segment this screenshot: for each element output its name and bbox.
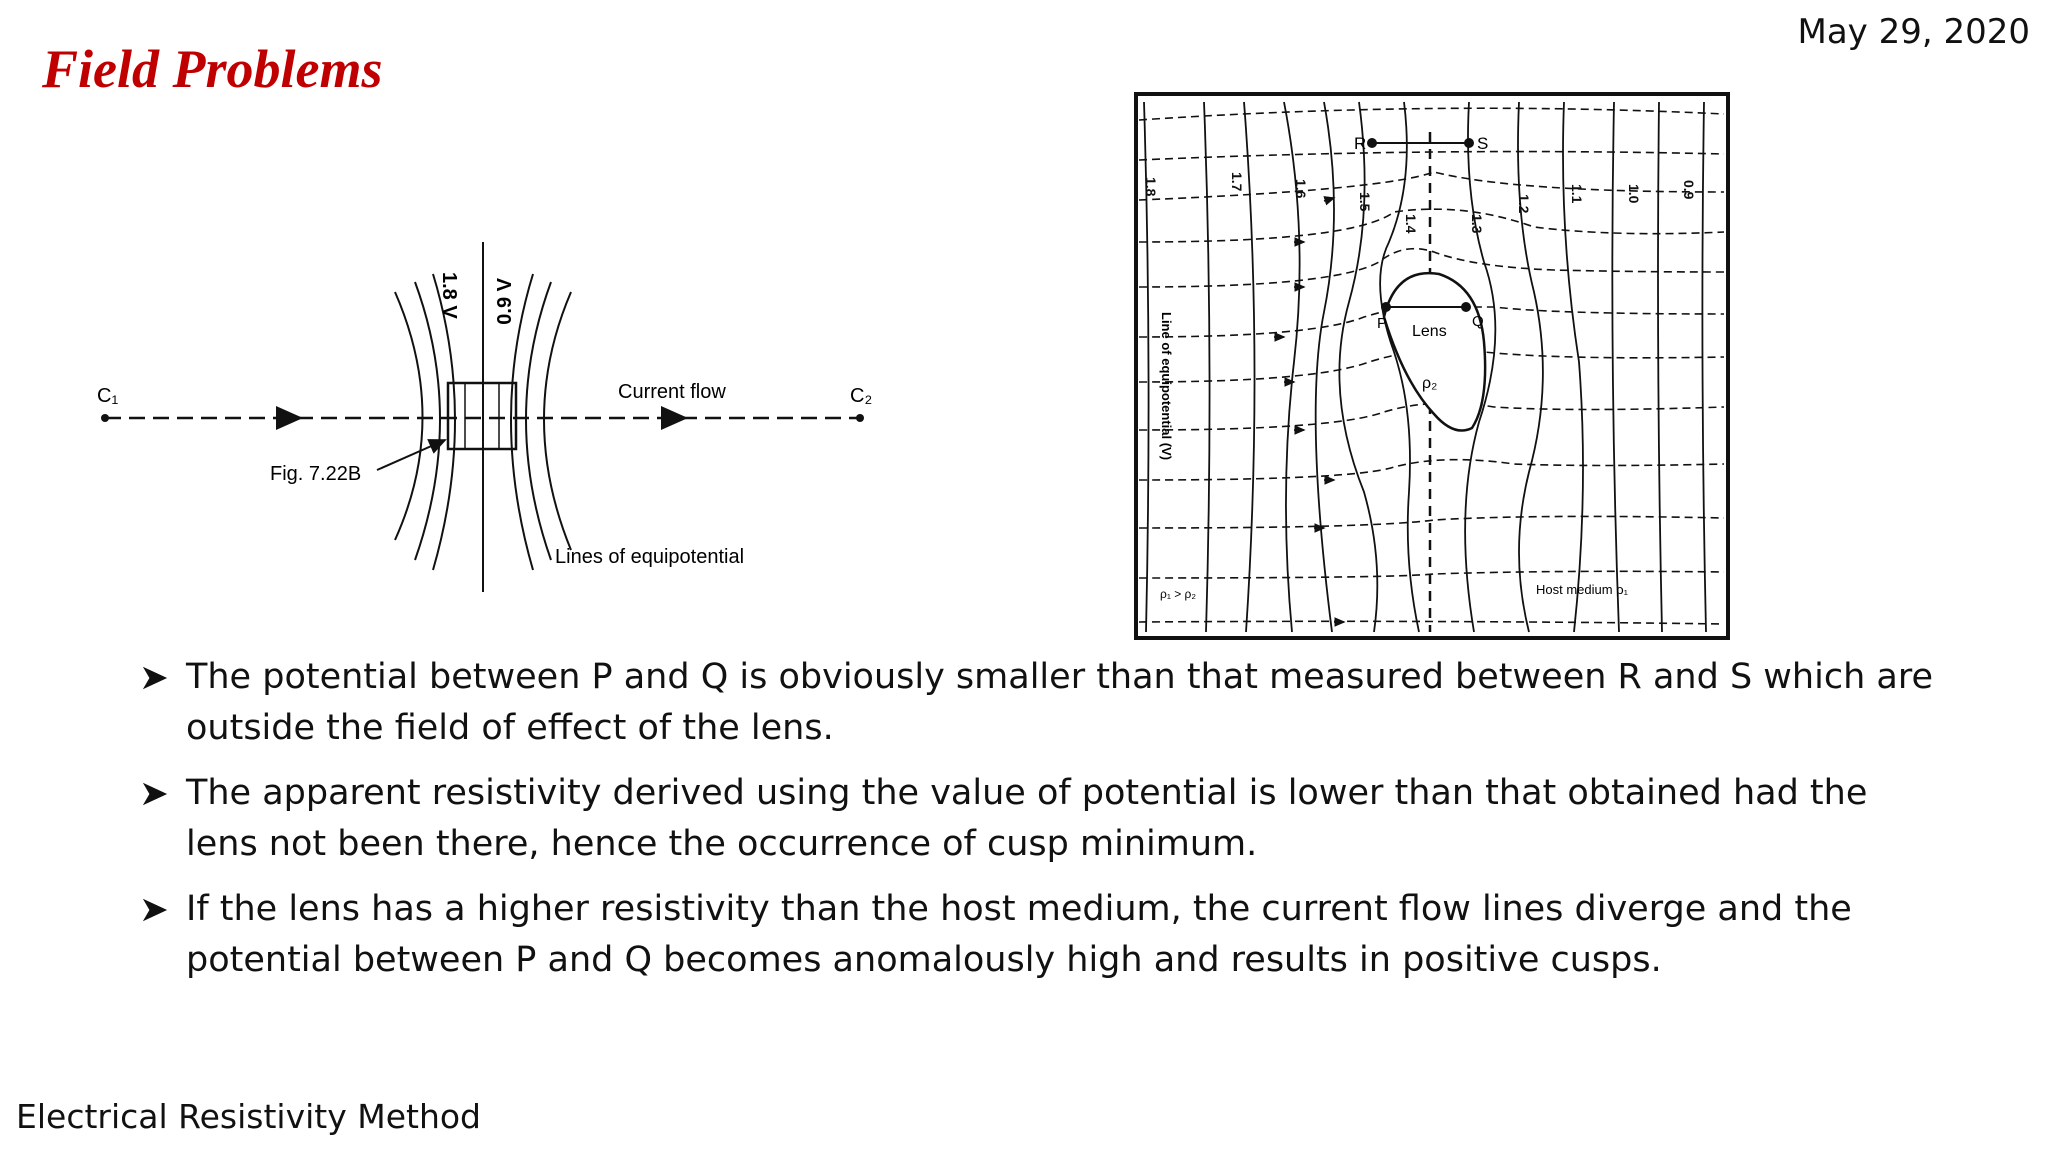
slide-title: Field Problems bbox=[42, 39, 383, 99]
contour-label-0-9: 0.9 bbox=[1681, 180, 1697, 200]
c1-electrode bbox=[101, 414, 109, 422]
arrowhead-bullet-icon bbox=[140, 780, 170, 808]
bullet-item bbox=[140, 768, 1940, 870]
point-q-marker bbox=[1461, 302, 1471, 312]
point-q-label: Q bbox=[1472, 313, 1484, 330]
rho2-label: ρ₂ bbox=[1422, 375, 1438, 392]
voltage-label-0-9: 0.9 V bbox=[494, 278, 516, 325]
host-medium-label: Host medium ρ₁ bbox=[1536, 582, 1628, 597]
point-s-marker bbox=[1464, 138, 1474, 148]
point-r-label: R bbox=[1354, 134, 1367, 153]
bullet-item bbox=[140, 652, 1940, 754]
contour-label-1-1: 1.1 bbox=[1569, 184, 1585, 204]
equipotential-axis-label: Line of equipotential (V) bbox=[1159, 312, 1174, 461]
bullet-text: The potential between P and Q is obviously smaller than that measured between R and S which are outside the field of effect of the lens. bbox=[186, 657, 1933, 748]
lens-label: Lens bbox=[1412, 323, 1447, 340]
contour-label-1-0: 1.0 bbox=[1626, 184, 1642, 204]
slide-date: May 29, 2020 bbox=[1797, 12, 2030, 52]
bullet-text: The apparent resistivity derived using the value of potential is lower than that obtained had the lens not been there, hence the occurrence of cusp minimum. bbox=[186, 773, 1868, 864]
point-s-label: S bbox=[1477, 134, 1489, 153]
contour-label-1-8: 1.8 bbox=[1143, 177, 1159, 197]
rho-relation-label: ρ₁ > ρ₂ bbox=[1160, 587, 1197, 601]
bullet-list bbox=[140, 652, 1940, 1000]
point-p-marker bbox=[1381, 302, 1391, 312]
point-r-marker bbox=[1367, 138, 1377, 148]
arrowhead-bullet-icon bbox=[140, 664, 170, 692]
contour-label-1-5: 1.5 bbox=[1357, 192, 1373, 212]
contour-label-1-3: 1.3 bbox=[1469, 214, 1485, 234]
contour-label-1-7: 1.7 bbox=[1229, 172, 1245, 192]
fig-ref-label: Fig. 7.22B bbox=[270, 463, 362, 485]
footer-text: Electrical Resistivity Method bbox=[16, 1097, 481, 1136]
contour-label-1-4: 1.4 bbox=[1403, 214, 1419, 234]
contour-label-1-6: 1.6 bbox=[1293, 179, 1309, 199]
c2-electrode bbox=[856, 414, 864, 422]
equipotential-sketch-figure bbox=[85, 230, 885, 600]
bullet-item bbox=[140, 884, 1940, 986]
equipotential-label: Lines of equipotential bbox=[555, 546, 745, 568]
point-p-label: P bbox=[1377, 315, 1388, 332]
lens-equipotential-map bbox=[1134, 92, 1730, 640]
contour-label-1-2: 1.2 bbox=[1516, 194, 1532, 214]
c1-label: C₁ bbox=[97, 385, 119, 407]
current-flow-label: Current flow bbox=[618, 381, 726, 403]
arrowhead-bullet-icon bbox=[140, 896, 170, 924]
voltage-label-1-8: 1.8 V bbox=[438, 272, 460, 319]
c2-label: C₂ bbox=[850, 385, 873, 407]
bullet-text: If the lens has a higher resistivity than the host medium, the current flow lines diverge and the potential between P and Q becomes anomalously high and results in positive cusps. bbox=[186, 889, 1852, 980]
